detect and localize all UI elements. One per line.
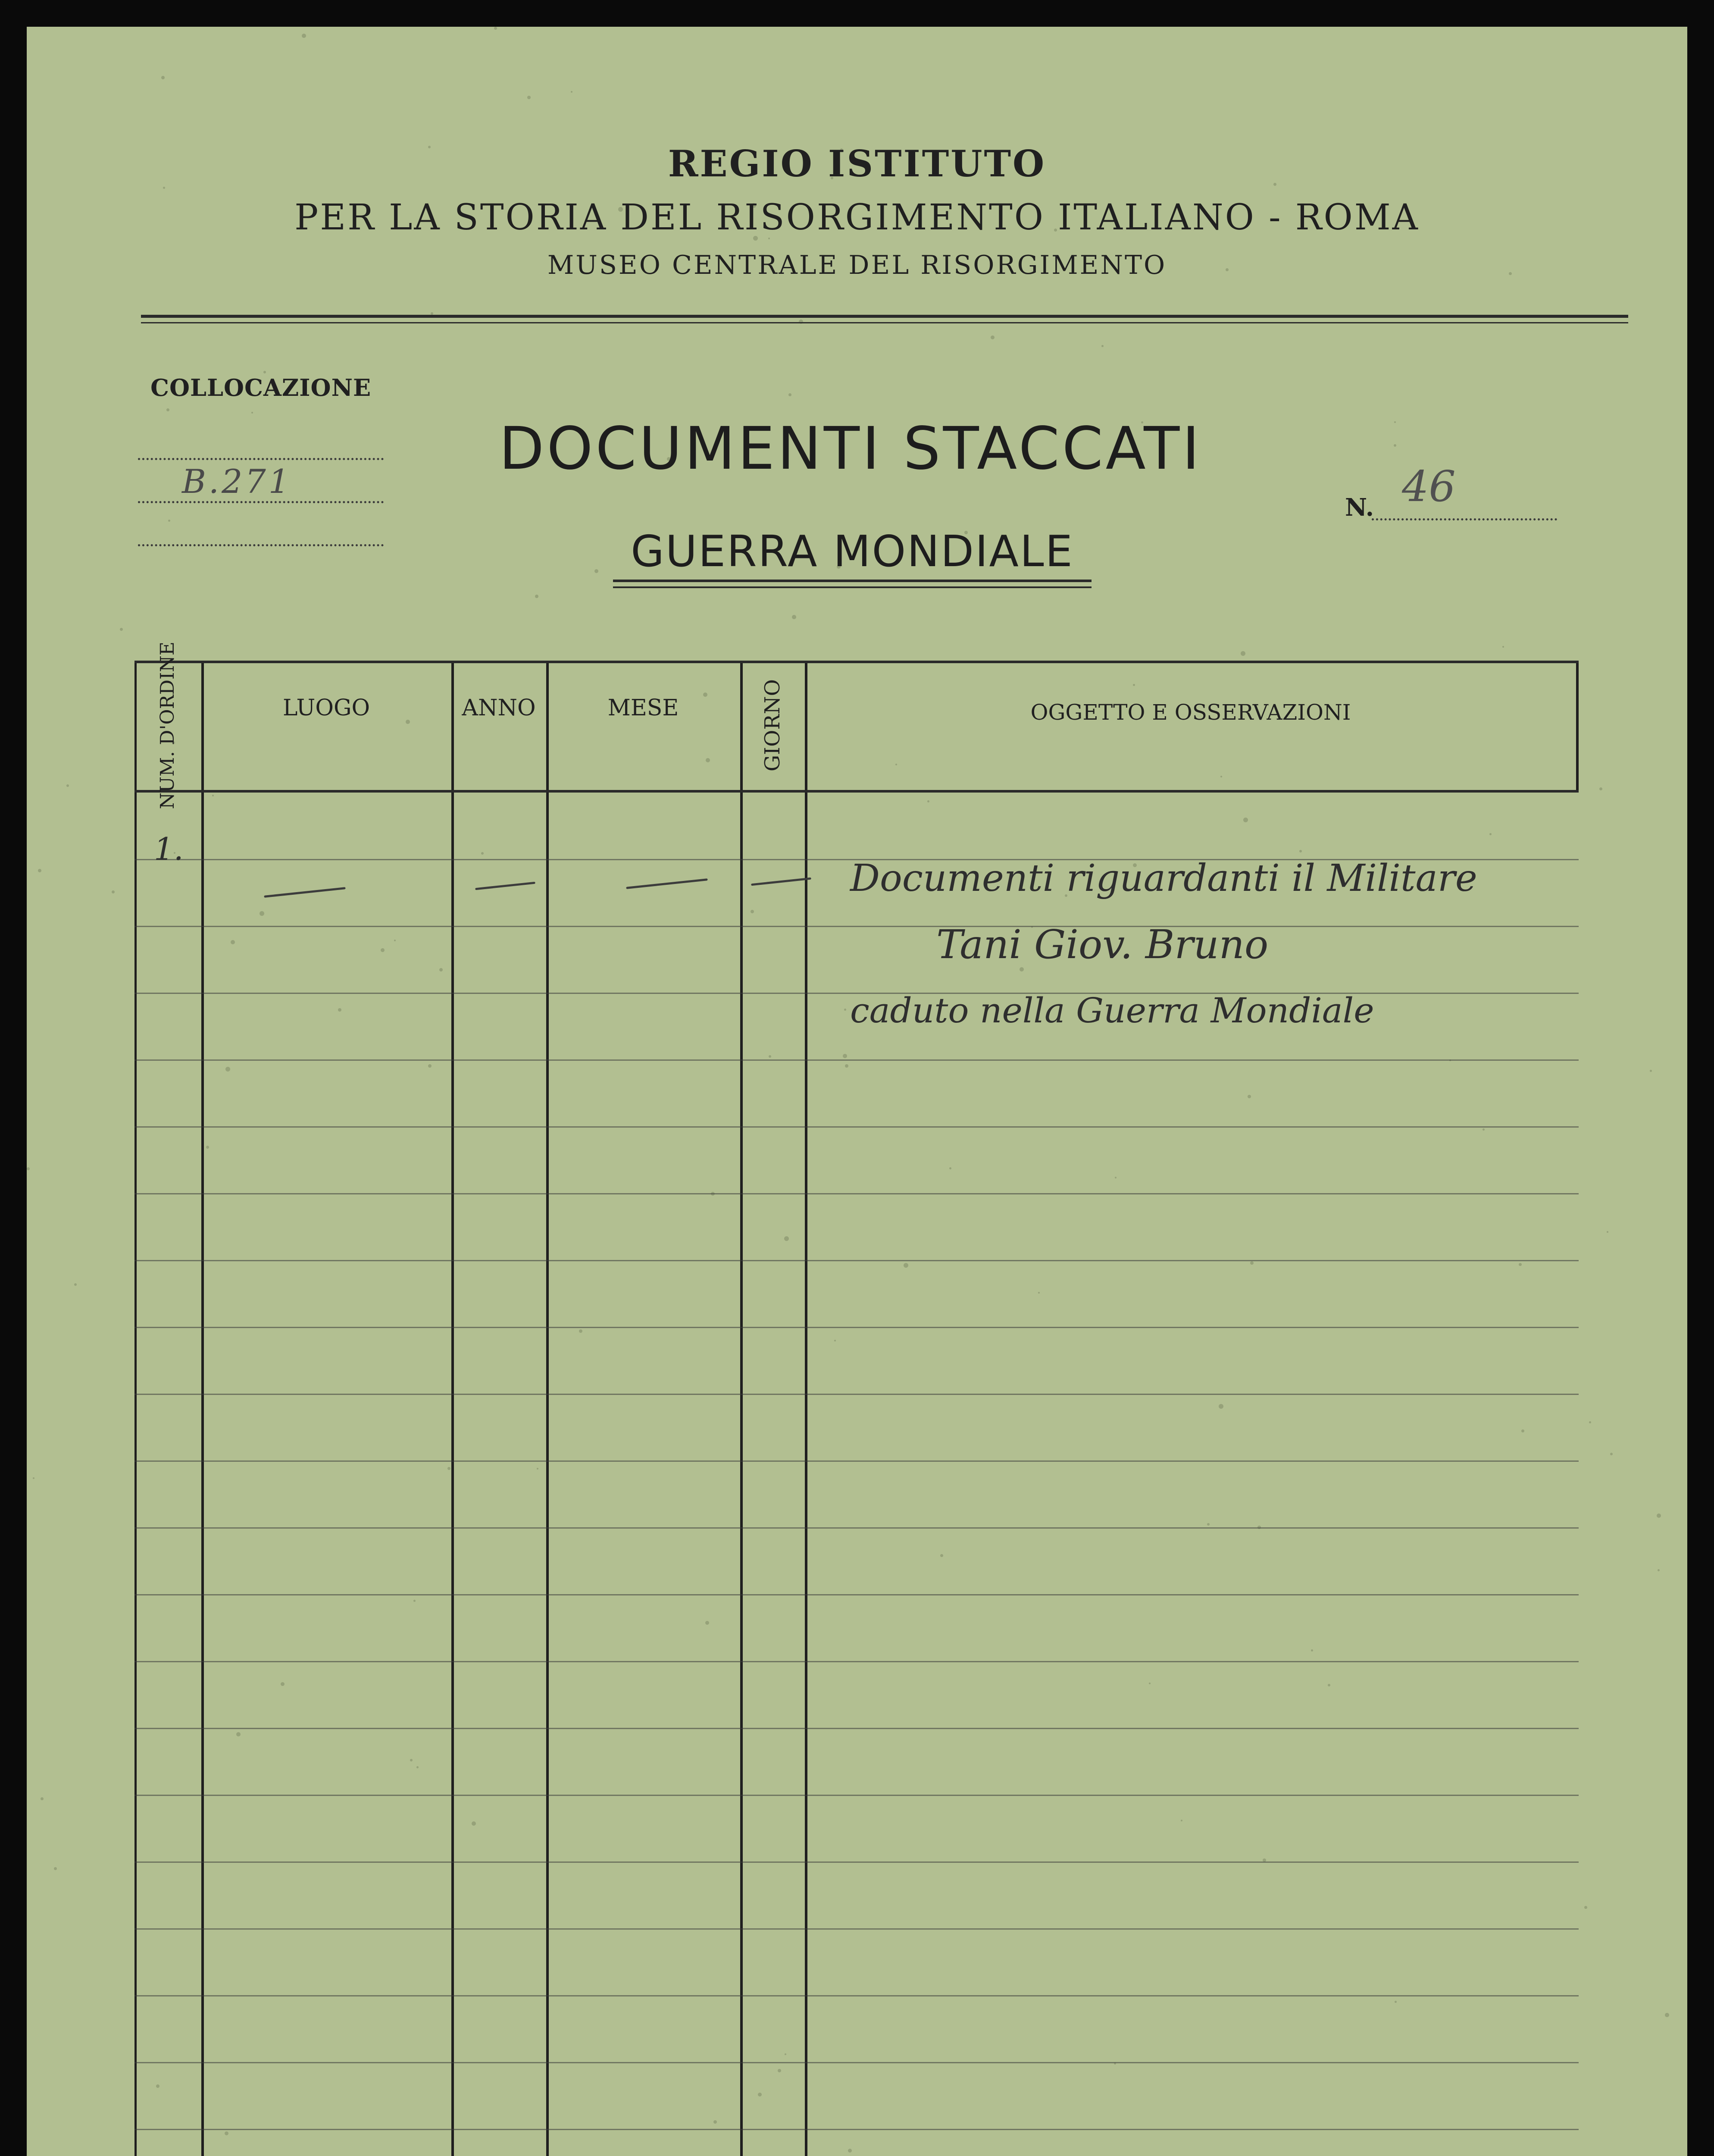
- paper-speck: [161, 76, 165, 79]
- page-subtitle: GUERRA MONDIALE: [631, 526, 1074, 577]
- ruled-line: [134, 1126, 1579, 1128]
- column-divider: [201, 661, 204, 2156]
- paper-speck: [1101, 345, 1104, 347]
- ruled-line: [134, 1795, 1579, 1796]
- paper-speck: [302, 34, 306, 38]
- paper-speck: [74, 1283, 77, 1286]
- ruled-line: [134, 1995, 1579, 1996]
- collocazione-label: COLLOCAZIONE: [150, 374, 372, 401]
- paper-speck: [38, 869, 41, 872]
- paper-speck: [33, 1477, 34, 1479]
- column-header-giorno: GIORNO: [760, 679, 785, 772]
- ruled-line: [134, 1728, 1579, 1729]
- column-divider: [546, 661, 549, 2156]
- paper-speck: [527, 96, 531, 99]
- paper-speck: [27, 1167, 30, 1170]
- paper-speck: [991, 335, 995, 339]
- paper-speck: [1657, 1514, 1661, 1518]
- ruled-line: [134, 926, 1579, 927]
- document-sheet: [27, 27, 1687, 2156]
- paper-speck: [792, 615, 796, 619]
- column-divider: [451, 661, 454, 2156]
- register-table: [134, 641, 1579, 2156]
- ruled-line: [134, 2129, 1579, 2130]
- paper-speck: [1607, 1231, 1608, 1233]
- paper-speck: [788, 393, 791, 396]
- paper-speck: [120, 628, 123, 631]
- table-border-left: [134, 661, 137, 2156]
- column-header-oggetto: OGGETTO E OSSERVAZIONI: [1030, 700, 1351, 725]
- ruled-line: [134, 1059, 1579, 1061]
- column-divider: [805, 661, 807, 2156]
- ruled-line: [134, 1594, 1579, 1595]
- page-title: DOCUMENTI STACCATI: [499, 415, 1202, 483]
- paper-speck: [494, 27, 497, 30]
- entry-oggetto-line-3: caduto nella Guerra Mondiale: [850, 990, 1374, 1031]
- table-header-border: [134, 790, 1579, 793]
- paper-speck: [1650, 1070, 1652, 1072]
- paper-speck: [163, 187, 165, 189]
- ruled-line: [134, 1260, 1579, 1261]
- museum-name: MUSEO CENTRALE DEL RISORGIMENTO: [547, 250, 1167, 280]
- paper-speck: [535, 595, 538, 598]
- ruled-line: [134, 1327, 1579, 1328]
- paper-speck: [1584, 1906, 1587, 1909]
- ruled-line: [134, 1193, 1579, 1194]
- collocazione-line-3: [138, 544, 384, 546]
- subtitle-underline-1: [613, 580, 1092, 582]
- ruled-line: [134, 2062, 1579, 2063]
- entry-luogo-dash: [264, 887, 345, 898]
- header-rule-bottom: [141, 322, 1628, 323]
- paper-speck: [594, 569, 598, 573]
- ruled-line: [134, 1394, 1579, 1395]
- number-line: [1372, 518, 1557, 520]
- paper-speck: [1599, 787, 1602, 790]
- paper-speck: [66, 784, 69, 787]
- number-value: 46: [1402, 462, 1456, 511]
- column-header-num: NUM. D'ORDINE: [156, 641, 179, 809]
- ruled-line: [134, 1928, 1579, 1930]
- ruled-line: [134, 1460, 1579, 1462]
- institute-name: REGIO ISTITUTO: [668, 142, 1046, 185]
- paper-speck: [263, 371, 266, 373]
- paper-speck: [1610, 1453, 1613, 1455]
- paper-speck: [168, 520, 170, 522]
- ruled-line: [134, 1661, 1579, 1662]
- paper-speck: [571, 91, 572, 93]
- paper-speck: [1589, 1421, 1591, 1423]
- paper-speck: [1665, 2013, 1669, 2017]
- paper-speck: [54, 1867, 57, 1870]
- header-rule-top: [141, 315, 1628, 318]
- entry-giorno-dash: [751, 877, 811, 886]
- subtitle-underline-2: [613, 586, 1092, 588]
- collocazione-value: B.271: [182, 462, 292, 501]
- paper-speck: [1658, 1569, 1660, 1571]
- collocazione-line-2: [138, 501, 384, 503]
- paper-speck: [251, 412, 253, 414]
- ruled-line: [134, 1527, 1579, 1529]
- column-header-anno: ANNO: [462, 695, 536, 721]
- entry-anno-dash: [475, 882, 535, 890]
- column-divider: [740, 661, 743, 2156]
- paper-speck: [41, 1797, 44, 1800]
- institute-subtitle: PER LA STORIA DEL RISORGIMENTO ITALIANO - ROMA: [294, 197, 1420, 238]
- paper-speck: [112, 890, 115, 893]
- column-header-luogo: LUOGO: [282, 695, 370, 721]
- paper-speck: [166, 408, 169, 411]
- entry-oggetto-line-2: Tani Giov. Bruno: [936, 921, 1269, 968]
- entry-mese-dash: [626, 878, 707, 889]
- entry-oggetto-line-1: Documenti riguardanti il Militare: [850, 857, 1477, 900]
- entry-num: 1.: [154, 831, 184, 867]
- number-label: N.: [1345, 493, 1374, 522]
- column-header-mese: MESE: [607, 695, 679, 721]
- ruled-line: [134, 1861, 1579, 1863]
